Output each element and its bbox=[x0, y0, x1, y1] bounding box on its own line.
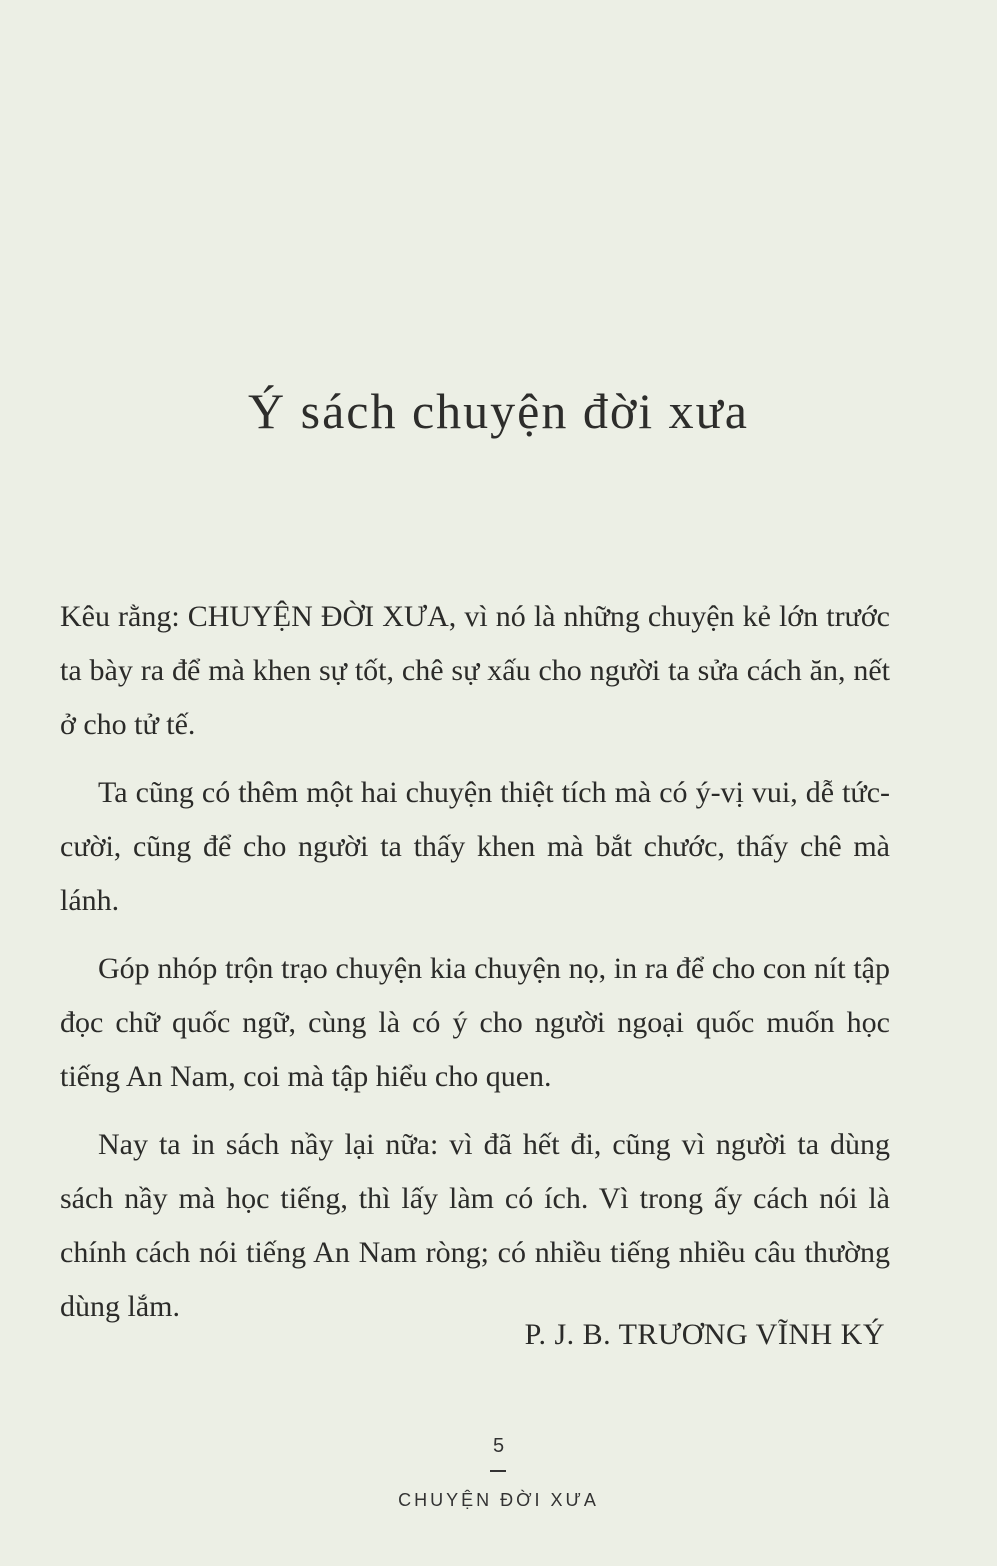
paragraph-4: Nay ta in sách nầy lại nữa: vì đã hết đi, cũng vì người ta dùng sách nầy mà học tiếng, thì lấy làm có ích. Vì trong ấy cách nói là chính cách nói tiếng An Nam ròng; có nhiều tiếng nhiều câu thường dùng lắm. bbox=[60, 1128, 890, 1323]
page-title: Ý sách chuyện đời xưa bbox=[248, 383, 749, 439]
page-number-rule bbox=[490, 1470, 506, 1472]
paragraph-2: Ta cũng có thêm một hai chuyện thiệt tích mà có ý-vị vui, dễ tức-cười, cũng để cho người ta thấy khen mà bắt chước, thấy chê mà lánh. bbox=[60, 776, 890, 917]
page-number: 5 bbox=[492, 1435, 505, 1457]
running-footer: CHUYỆN ĐỜI XƯA bbox=[398, 1490, 599, 1510]
body-text bbox=[60, 590, 890, 1348]
paragraph-1: Kêu rằng: CHUYỆN ĐỜI XƯA, vì nó là những chuyện kẻ lớn trước ta bày ra để mà khen sự tốt, chê sự xấu cho người ta sửa cách ăn, nết ở cho tử tế. bbox=[60, 600, 890, 741]
paragraph-3: Góp nhóp trộn trạo chuyện kia chuyện nọ, in ra để cho con nít tập đọc chữ quốc ngữ, cùng là có ý cho người ngoại quốc muốn học tiếng An Nam, coi mà tập hiểu cho quen. bbox=[60, 952, 890, 1093]
author-signature: P. J. B. TRƯƠNG VĨNH KÝ bbox=[524, 1318, 885, 1351]
